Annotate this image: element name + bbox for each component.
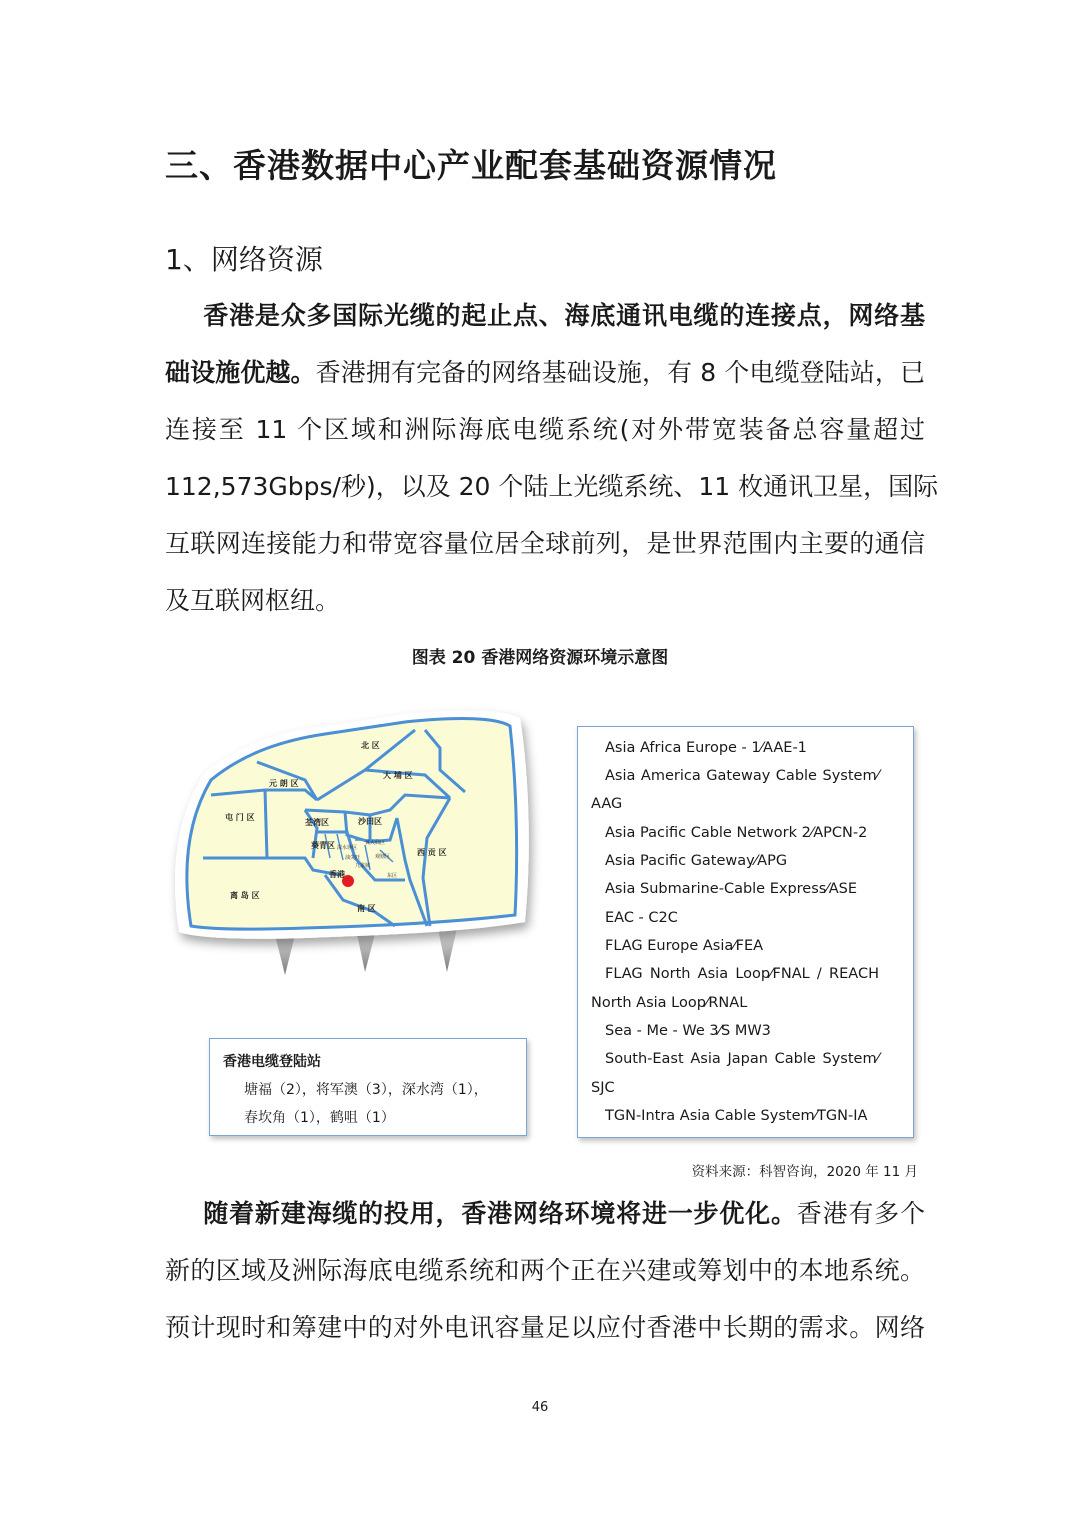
landing-stations-title: 香港电缆登陆站 — [223, 1054, 321, 1070]
cable-system-item: North Asia Loop⁄RNAL — [591, 995, 748, 1011]
district-label-southern: 南 区 — [357, 904, 376, 913]
landing-stations-line-1: 塘福（2），将军澳（3），深水湾（1）， — [244, 1082, 488, 1098]
map-graphic — [165, 700, 550, 990]
district-label-islands: 离 岛 区 — [230, 891, 260, 900]
cable-system-item: South-East Asia Japan Cable System⁄ — [605, 1051, 879, 1067]
para1-line-5: 互联网连接能力和带宽容量位居全球前列，是世界范围内主要的通信 — [165, 529, 925, 558]
para2-line-2: 新的区域及洲际海底电缆系统和两个正在兴建或筹划中的本地系统。 — [165, 1256, 925, 1285]
landing-stations-box — [209, 1038, 527, 1136]
hong-kong-district-map — [165, 700, 550, 990]
para1-line-4: 112,573Gbps/秒)，以及 20 个陆上光缆系统、11 枚通讯卫星，国际 — [165, 472, 939, 501]
district-label-kwun-tong: 观塘区 — [375, 854, 391, 860]
district-label-eastern: 东区 — [387, 873, 398, 879]
cable-system-item: FLAG Europe Asia⁄FEA — [605, 938, 764, 954]
district-label-tai-po: 大 埔 区 — [383, 771, 413, 780]
cable-system-item: Asia Africa Europe - 1⁄AAE-1 — [605, 740, 807, 756]
cable-system-item: Asia Submarine-Cable Express⁄ASE — [605, 881, 858, 897]
cable-systems-box — [577, 726, 914, 1138]
page-number: 46 — [531, 1400, 549, 1415]
cable-system-item: EAC - C2C — [605, 910, 678, 926]
district-label-sham-shui-po: 深水埗区 — [337, 845, 358, 851]
landing-stations-line-2: 春坎角（1），鹤咀（1） — [244, 1110, 395, 1126]
cable-system-item: Asia America Gateway Cable System⁄ — [605, 768, 879, 784]
cable-system-item: Sea - Me - We 3⁄S MW3 — [605, 1023, 771, 1039]
para1-line-2-text: 香港拥有完备的网络基础设施，有 8 个电缆登陆站，已 — [315, 358, 925, 387]
cable-system-item: FLAG North Asia Loop⁄FNAL / REACH — [605, 966, 879, 982]
section-title: 三、香港数据中心产业配套基础资源情况 — [165, 146, 777, 185]
district-label-yau-tsim-mong: 油尖旺 — [345, 855, 361, 861]
paragraph-network-resources — [165, 287, 939, 629]
para1-line-6: 及互联网枢纽。 — [165, 586, 341, 615]
district-label-wong-tai-sin: 黄大仙区 — [365, 840, 386, 846]
source-note: 资料来源：科智咨询，2020 年 11 月 — [691, 1164, 918, 1180]
para1-line-2 — [165, 344, 925, 401]
district-label-yuen-long: 元 朗 区 — [269, 779, 299, 788]
district-label-kowloon-city: 九龙城 — [355, 863, 371, 869]
cable-system-item: TGN-Intra Asia Cable System⁄TGN-IA — [605, 1108, 868, 1124]
para1-bold-tail: 础设施优越。 — [165, 358, 316, 387]
district-label-north: 北 区 — [361, 741, 380, 750]
cable-system-item: Asia Pacific Gateway⁄APG — [605, 853, 788, 869]
para2-line-3: 预计现时和筹建中的对外电讯容量足以应付香港中长期的需求。网络 — [165, 1313, 925, 1342]
para2-line-1-text: 香港有多个 — [796, 1199, 925, 1228]
subsection-title: 1、网络资源 — [165, 243, 323, 276]
cable-system-item: Asia Pacific Cable Network 2⁄APCN-2 — [605, 825, 868, 841]
para1-line-1 — [165, 287, 925, 344]
para1-line-3: 连接至 11 个区域和洲际海底电缆系统(对外带宽装备总容量超过 — [165, 415, 925, 444]
cable-system-item: SJC — [591, 1080, 615, 1096]
para2-bold-lead: 随着新建海缆的投用，香港网络环境将进一步优化。 — [202, 1199, 797, 1228]
district-label-sha-tin: 沙田区 — [358, 817, 382, 826]
paragraph-network-optimization — [165, 1185, 925, 1356]
district-label-sai-kung: 西 贡 区 — [417, 848, 447, 857]
district-label-hong-kong: 香港 — [329, 870, 345, 879]
figure-caption: 图表 20 香港网络资源环境示意图 — [411, 648, 669, 668]
district-label-kwai-tsing: 葵青区 — [311, 841, 335, 850]
district-label-tsuen-wan: 荃湾区 — [305, 818, 329, 827]
para2-line-1 — [165, 1185, 925, 1242]
district-label-tuen-mun: 屯 门 区 — [225, 813, 255, 822]
cable-system-item: AAG — [591, 796, 623, 812]
para1-bold-lead: 香港是众多国际光缆的起止点、海底通讯电缆的连接点，网络基 — [202, 301, 925, 330]
